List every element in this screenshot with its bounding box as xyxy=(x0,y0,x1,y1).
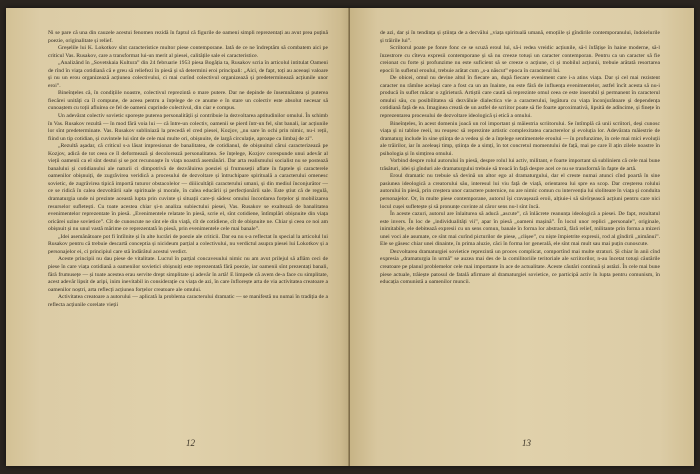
paragraph: Eroul dramatic nu trebuie să devină un altor ego al dramaturgului, dar el creste numai atunci cînd poartă în sine pasiunea ideologică a creatorului său, interesul lui viu față de viață, orientarea lui spre ea scop. Dar creșterea rolului autorului în piesă, prin creștera unor caractere puternice, nu are nimic comun cu intervenția lui sloliteare în viața și conduita personajelor. Or, în multe piese contemporane, autorul își cravașează eroii, alțiuie-i să săvîrșească acțiuni pentru care nici locul cușei sufletește și să pronunțe cuvinte al căror sens nu-l sînt încă. xyxy=(380,173,660,210)
paragraph: Vorbind despre rolul autorului în piesă, despre rolul lui activ, militant, e foarte important să subliniem că cele mai bune trăsături, idei și gînduri ale dramaturgului trebuie să treacă în față despre acel ce nu se transformă în fapte de artă. xyxy=(380,158,660,172)
paragraph: De obicei, omul nu devine altul în fiecare an, după fiecare eveniment care i-a atins viața. Dar și cel mai rezistent caracter nu rămîne același care a fost ca un an înainte, nu este fără de influența evenimentelor, astfel încît acesta să nu-i producă în suflet măcar o zgîrietură. Artiștii care caută să reprezinte omul ceea ce este inserabil și permanent în caracterul omului său, cu posibilitatea să dezvăluie dialectica vie a caracterului, legătura cu viața înconjurătoare și dependența cotidiană față de ea. Imaginea creată de un astfel de scriitor poate să fie foarte aproximativă, lipsită de adîncime, și finețe în reprezentarea procesului de dezvoltare ideologică și etică a omului. xyxy=(380,75,660,120)
left-page-text xyxy=(48,30,328,309)
paragraph: Scriitorul poate pe fonre fonc ce se scuză eroul lui, să-i redea vreidic acțiunile, să-l înfățișe în haine moderne, să-l înzestrore cu cîteva expresii contemporane și să nu creeze totuși un caracter contemporan. Pentru ca un caracter să fie creionat cu forte și profunzime nu este suficient să se creeze o acțiune, ci și mobilul acțiunii, trebuie arătată resortarea epocii în sufletul eroului, trebuie arătat cum „s-a născut” epoca în caracterul lui. xyxy=(380,45,660,74)
right-page-number: 13 xyxy=(522,438,531,448)
paragraph: „Idei asemănătoare pot fi întîlnite și în alte lucrări de poezie ale criticii. Dar ea nu s-a reflectat în special la articolul lui Rusakov pentru că trebuie descartă conceptia și nicideum parțial a colectivului, nu verdictul asupra piesei lui Lokotkov și a personajelor ei, ci principiul care stă îndărătul acestui verdict. xyxy=(48,233,328,255)
paragraph: Aceste principii nu dau piese de vitalitate. Lucrul în parțial concaveuului nimic nu am avut prilejul să aflăm ceci de piese în care viața cotidiană a oamenilor sovietici obișnuiți este reprezentată fără poezie, iar oamenii sînt prezentați banali, fără frumusețe — și toate acestea erau servite drept simplitate și adevăr în artă! E limpede că avem de-a face cu simplitate, acest adevăr lipsit de aripi, inim inevitabil in considerație cu viața de azi, în care înflorește arta de via activitatea creatoare a oamenilor noștri, arta reflecți acțiunea forțelor creatoare ale omului. xyxy=(48,256,328,293)
paragraph: Bineînțeles că, în condițiile noastre, colectivul reprezintă o mare putere. Dar ne depinde de însemnătatea și puterea fiecărei unități ca îl compune, de aceea pentru a înțelege de ce anume e în stare un colectiv este absolut necesar să cunoaștem cu toții afluirea ce fel de oameni cuprinde colectivul, din ciar e compus. xyxy=(48,90,328,112)
paragraph: În aceste cazuri, autorul are înlaiturea să aducă „ascute”, că înlăcrete reanunța ideologică a piesei. De fapt, rezultatul este invers. În loc de „individualități vii”, apar în piesă „oameni mașină”. În locul unor replici „personale”, originale, inimitabile, ele debitează expresii cu un sens comun, banale în forma lor abstractă, fără relief, militante prin forma a mizeri unei voci ale asumate, ce sînt mai curînd picturilor de piese, „clișee”, cu niște împietrite expresii, rod al gîndirii „nimănui”. Ele se găsesc chiar unei dinainte, în prima aluzie, căci în forma lor generală, ele sînt mai mult sau mai puțin cunoscute. xyxy=(380,211,660,248)
paragraph: Ni se pare că una din cauzele acestui fenomen rezidă în faptul că figurile de oameni simpli reprezentați au avut prea puțină poezie, originalitate și relief. xyxy=(48,30,328,44)
paragraph: Dezvoltarea dramaturgiei sovietice reprezintă un proces complicat, comportînd mai multe straturi. Și chiar în anii cînd expresia „dramaturgia în urmă” se auzea mai des de la comilitoriile teritoriale ale scriitorilor, n-au încetat totuși căutările creatoare pe planul problemelor cele mai importante în ace de actualitate. Aceste căutări continuă și astăzi. În cele mai bune piese actuale, trăiește patosul de fatală afirmare al dramaturgiei sovietice, ce participă activ în lupta pentru comunism, în educația comunistă a oamenilor muncii. xyxy=(380,248,660,286)
paragraph: Activitatea creatoare a autorului — aplicată la problema caracterului dramatic — se manifestă nu numai în tradiția de a reflecta acțiunile corelate vieții xyxy=(48,294,328,308)
right-page xyxy=(350,8,694,466)
right-page-text xyxy=(380,30,660,287)
paragraph: „Rezultă așadar, că criticul s-a lăsat impresionat de banalitatea, de cotidianul, de obișnuitul cărui caracterizează pe Kozjov, adică de tot ceea ce îl deformează și decolorează personalitatea. Se înțelege, Kozjov corespunde unui adevăr al vieții oamenii ca el sînt destui și se pot recunoaște în viața noastră asemănări. Dar arta realismului socialist nu se postează banalului și cotidianului ale naturii ci dimpotrivă de dezvăluirea poeziei și frumuseții aflate în faptele și caracterele oamenilor obișnuiți, de zugrăvirea veridică a procesului de dezvoltare și întruchipare spirituală a caracterului omenesc sovietic, de zugrăvirea tipică importă tuturor obstacolelor — diiiicultății caracterului umani, și din mediul înconjurător — ce se ridică în calea dezvoltării sale spirituale și morale, în calea educării și perfecționării sale. Este știut că de regulă, dramaturgia unde ni prezinte această lupta prin cuvinte și situații care-ți sădesc omului încordarea forțelor și mobilizarea resurselor sufletești. Cu toate acestea chiar și-n analiza subiectului piesei, Vas. Rusakov se exaltează de banalitatea evenimentelor reprezentate în piesă. „Evenimentele relatate în piesă, scrie el, sînt cotidiene, întîmplări obișnuite din viața oricărei uzine sovietice”. Cît de cunoscute ne sînt ele din viață, cît de cotidiene, cît de obișnuite ne. Chiar și ceea ce noi am obișnuit și nu unul vastă mărime ce reprezentată în piesă, prin evenimentele cele mai banale”. xyxy=(48,143,328,233)
left-page xyxy=(6,8,350,466)
paragraph: Greșelile lui K. Lokotkov sînt caracteristice multor piese contemporane. Iată de ce ne îndreptăm să combatem aici pe criticul Vas. Rusakov, care a transformat lui-un merit al piesei, calitățile sale ei caracteristice. xyxy=(48,45,328,59)
paragraph: de azi, dar și în tendința și știința de a decvălui „viața spirituală umană, emoțiile și gîndirile contemporanului, îndoielurile și trăirile lui”. xyxy=(380,30,660,44)
paragraph: „Analizând în „Sovetskaia Kultura” din 24 februarie 1953 piesa Bogăția ta, Rusakov scria în articolul intitulat Oameni de rînd în viața cotidiană că e greu să reliefezi în piesă și să determini eroi principali: „Aici, de fapt, toți au aceeași valoare și nu un erou organizează acțiunea colectivului, ci mai curînd colectivul organizează și predeterminează acțiunile unor eroi”. xyxy=(48,60,328,89)
paragraph: Bineînțeles, în acest domeniu joacă un rol important și măiestria scriitorului. Se întîmplă că unii scriitori, deși cunosc viața și ni tabloe reeii, nu reușesc să reprezinte artistic complexitatea caracterelor și evoluția lor. Adevărata măiestrie de dramaturg include în sine știința de a vedea și de a înțelege sentimentele eroului — în profunzime, în cele mai mici evoluții ale trăirilor, iar în aceleași timp, știința de a simți, în tot concretul momentului de față, mai pe care îl ațin zilele noastre în psihologia și în simțirea omului. xyxy=(380,120,660,157)
paragraph: Un adevărat colectiv sovietic sporește puterea personalității și contribuie la dezvoltarea aptitudinilor omului. În schimb în Vas. Rusakov rezultă — în mod fără voia lui — că între-un colectiv, oamenii se pierd într-un fel, sînt banali, iar acțiunile lor sînt predeterminate. Vas. Rusakov subliniază la precedă el cred piesei, Kozjov, „nu sare în ochi prin nimic, nu-i reții, fiind un tip cotidian, și cuvintele lui sînt de cele mai multe ori, obișnuite, de largă circulație, aproape ca limbaj de zi”. xyxy=(48,113,328,142)
left-page-number: 12 xyxy=(186,438,195,448)
book-spread xyxy=(6,8,694,466)
